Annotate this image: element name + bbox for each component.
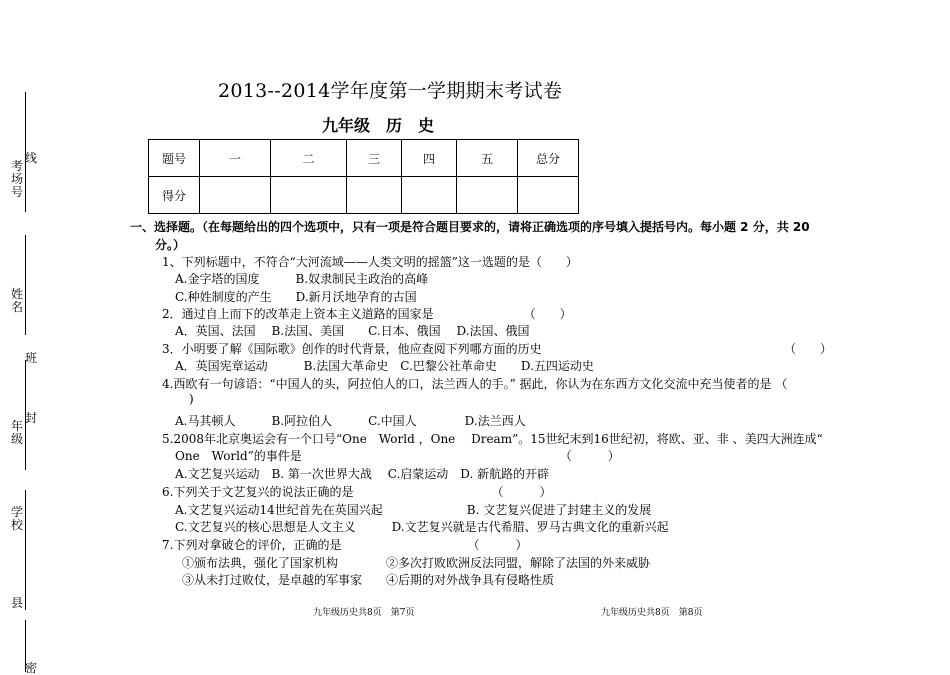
- grade-label: 年级: [10, 419, 23, 446]
- question-1-options-ab: A.金字塔的国度 B.奴隶制民主政治的高峰: [175, 272, 429, 286]
- school-label: 学校: [10, 505, 23, 532]
- question-1: 1、下列标题中，不符合“大河流域——人类文明的摇篮”这一选题的是（ ）: [162, 255, 578, 269]
- name-label: 姓名: [10, 287, 23, 314]
- table-cell: 五: [457, 140, 518, 177]
- exam-room-label: 考场号: [10, 159, 23, 199]
- section-heading: 一、选择题。（在每题给出的四个选项中，只有一项是符合题目要求的，请将正确选项的序号填入提括号内。每小题 2 分，共 20: [130, 220, 810, 234]
- footer-right: 九年级历史共8页 第8页: [601, 608, 703, 618]
- question-3-options: A．英国宪章运动 B.法国大革命史 C.巴黎公社革命史 D.五四运动史: [175, 359, 594, 373]
- question-7: 7.下列对拿破仑的评价，正确的是 （ ）: [162, 538, 528, 552]
- question-5-options: A.文艺复兴运动 B. 第一次世界大战 C.启蒙运动 D. 新航路的开辟: [175, 467, 550, 481]
- question-6-options-cd: C.文艺复兴的核心思想是人文主义 D.文艺复兴就是古代希腊、罗马古典文化的重新兴起: [175, 520, 669, 534]
- class-label: 班: [24, 351, 37, 365]
- question-4-options: A.马其顿人 B.阿拉伯人 C.中国人 D.法兰西人: [175, 414, 526, 428]
- table-cell: 三: [347, 140, 402, 177]
- table-row: [149, 140, 579, 177]
- score-cell[interactable]: [347, 177, 402, 214]
- question-3: 3．小明要了解《国际歌》创作的时代背景，他应查阅下列哪方面的历史: [162, 342, 542, 356]
- footer-left: 九年级历史共8页 第7页: [313, 608, 415, 618]
- table-cell: 总分: [518, 140, 579, 177]
- score-table: [148, 139, 579, 214]
- page-subtitle: 九年级 历 史: [322, 116, 435, 135]
- section-heading-cont: 分。）: [155, 238, 186, 252]
- score-cell[interactable]: [518, 177, 579, 214]
- table-cell: 得分: [149, 177, 200, 214]
- table-cell: 二: [271, 140, 347, 177]
- seal-char-xian: 线: [24, 151, 37, 165]
- score-cell[interactable]: [402, 177, 457, 214]
- table-cell: 四: [402, 140, 457, 177]
- table-row: [149, 177, 579, 214]
- page-title: 2013--2014学年度第一学期期末考试卷: [218, 80, 563, 102]
- question-5-cont: One World”的事件是 （ ）: [175, 449, 620, 463]
- question-1-options-cd: C.种姓制度的产生 D.新月沃地孕育的古国: [175, 290, 417, 304]
- question-6-options-ab: A.文艺复兴运动14世纪首先在英国兴起 B. 文艺复兴促进了封建主义的发展: [175, 503, 652, 517]
- question-4-cont: ): [189, 392, 194, 406]
- question-2: 2．通过自上而下的改革走上资本主义道路的国家是 （ ）: [162, 307, 572, 321]
- question-6: 6.下列关于文艺复兴的说法正确的是 （ ）: [162, 485, 552, 499]
- score-cell[interactable]: [457, 177, 518, 214]
- table-cell: 一: [200, 140, 271, 177]
- question-3-paren: （ ）: [784, 342, 833, 356]
- question-5: 5.2008年北京奥运会有一个口号“One World ，One Dream”。15世纪末到16世纪初，将欧、亚、非 、美四大洲连成“: [162, 432, 823, 446]
- question-7-items-34: ③从未打过败仗，是卓越的军事家 ④后期的对外战争具有侵略性质: [182, 573, 555, 587]
- score-cell[interactable]: [200, 177, 271, 214]
- county-label: 县: [10, 596, 23, 610]
- seal-char-feng: 封: [24, 411, 37, 425]
- question-7-items-12: ①颁布法典，强化了国家机构 ②多次打败欧洲反法同盟，解除了法国的外来威胁: [182, 556, 651, 570]
- binding-line: [25, 490, 26, 610]
- table-cell: 题号: [149, 140, 200, 177]
- seal-char-mi: 密: [24, 661, 37, 675]
- question-2-options: A．英国、法国 B.法国、美国 C.日本、俄国 D.法国、俄国: [175, 324, 530, 338]
- question-4: 4.西欧有一句谚语：“中国人的头，阿拉伯人的口，法兰西人的手。” 据此，你认为在东西方文化交流中充当使者的是 （: [162, 377, 788, 391]
- score-cell[interactable]: [271, 177, 347, 214]
- binding-line: [25, 235, 26, 335]
